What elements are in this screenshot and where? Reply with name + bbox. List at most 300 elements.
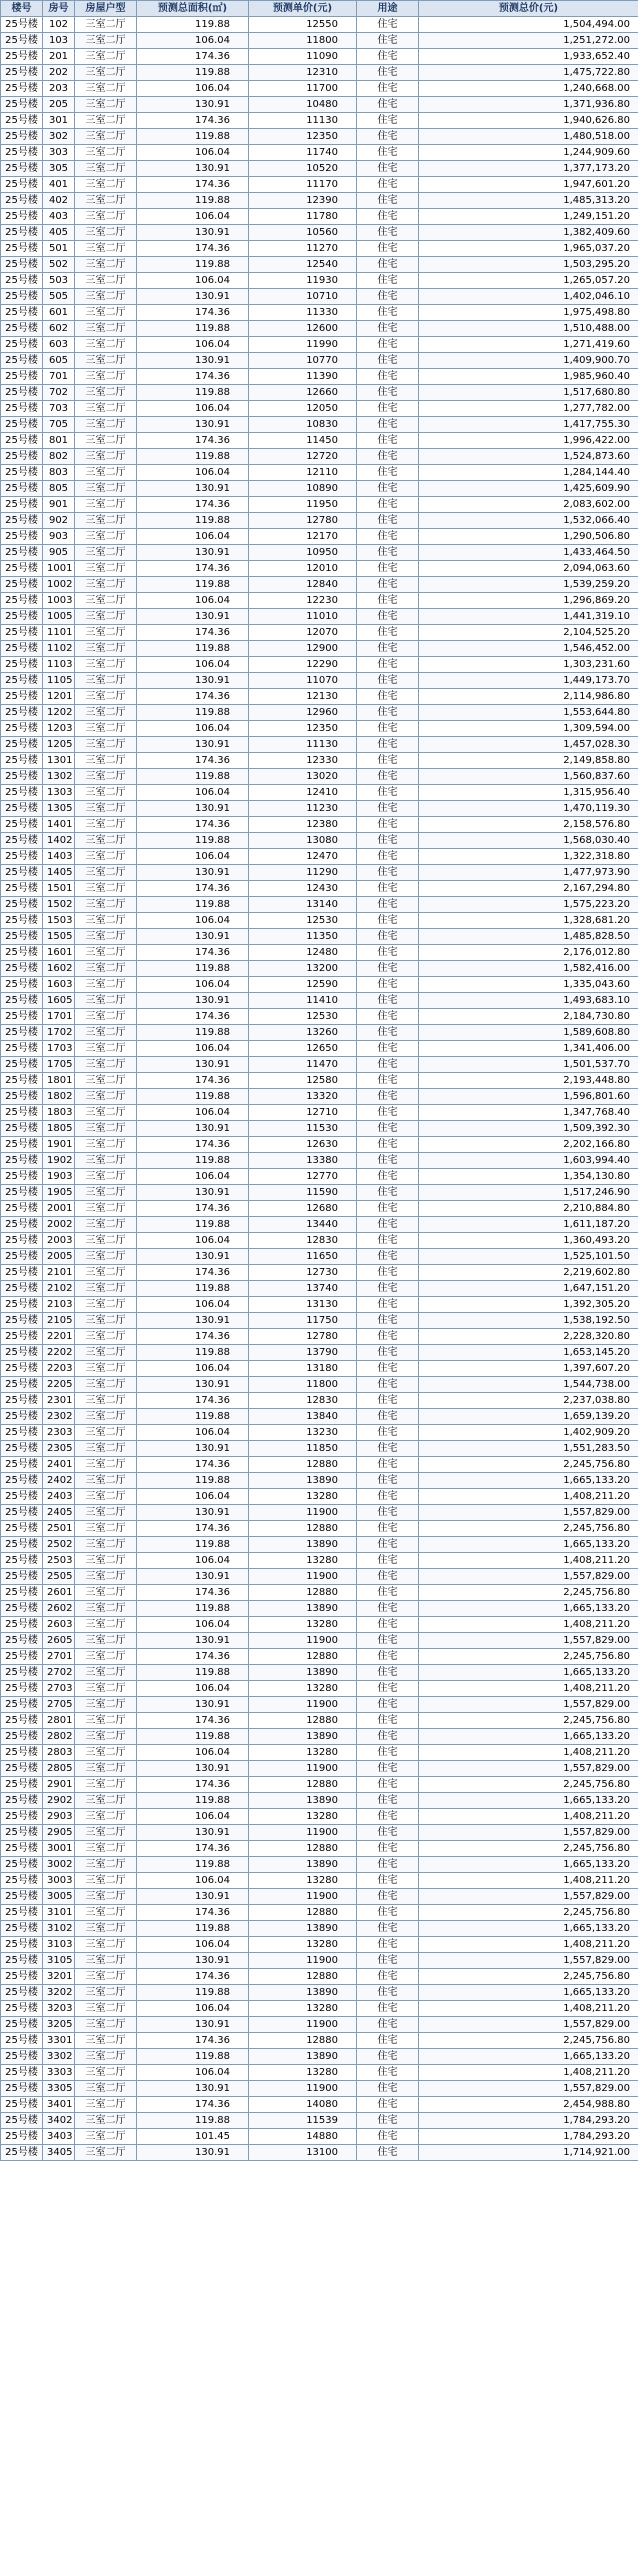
layout-cell: 三室二厅 (75, 305, 137, 321)
layout-cell: 三室二厅 (75, 1665, 137, 1681)
layout-cell: 三室二厅 (75, 593, 137, 609)
area-cell: 106.04 (137, 145, 249, 161)
building-cell: 25号楼 (1, 1489, 43, 1505)
room-number-cell: 1102 (43, 641, 75, 657)
total-price-cell: 1,341,406.00 (419, 1041, 638, 1057)
table-row (1, 2017, 638, 2033)
usage-cell: 住宅 (357, 1793, 419, 1809)
room-number-cell: 2802 (43, 1729, 75, 1745)
building-cell: 25号楼 (1, 1873, 43, 1889)
usage-cell: 住宅 (357, 705, 419, 721)
total-price-cell: 1,251,272.00 (419, 33, 638, 49)
unit-price-cell: 13230 (249, 1425, 357, 1441)
layout-cell: 三室二厅 (75, 1329, 137, 1345)
building-cell: 25号楼 (1, 1857, 43, 1873)
building-cell: 25号楼 (1, 1185, 43, 1201)
layout-cell: 三室二厅 (75, 1777, 137, 1793)
building-cell: 25号楼 (1, 145, 43, 161)
layout-cell: 三室二厅 (75, 1345, 137, 1361)
table-row (1, 1297, 638, 1313)
total-price-cell: 2,219,602.80 (419, 1265, 638, 1281)
room-number-cell: 1503 (43, 913, 75, 929)
unit-price-cell: 12880 (249, 1841, 357, 1857)
total-price-cell: 1,408,211.20 (419, 1553, 638, 1569)
total-price-cell: 1,475,722.80 (419, 65, 638, 81)
table-row (1, 529, 638, 545)
area-cell: 106.04 (137, 785, 249, 801)
area-cell: 130.91 (137, 673, 249, 689)
total-price-cell: 1,503,295.20 (419, 257, 638, 273)
area-cell: 106.04 (137, 1937, 249, 1953)
area-cell: 174.36 (137, 497, 249, 513)
usage-cell: 住宅 (357, 49, 419, 65)
area-cell: 174.36 (137, 1265, 249, 1281)
total-price-cell: 2,104,525.20 (419, 625, 638, 641)
room-number-cell: 1905 (43, 1185, 75, 1201)
total-price-cell: 2,245,756.80 (419, 1905, 638, 1921)
area-cell: 119.88 (137, 1665, 249, 1681)
room-number-cell: 2503 (43, 1553, 75, 1569)
table-row (1, 1313, 638, 1329)
building-cell: 25号楼 (1, 1201, 43, 1217)
layout-cell: 三室二厅 (75, 209, 137, 225)
unit-price-cell: 11590 (249, 1185, 357, 1201)
area-cell: 174.36 (137, 113, 249, 129)
total-price-cell: 1,328,681.20 (419, 913, 638, 929)
area-cell: 106.04 (137, 33, 249, 49)
area-cell: 119.88 (137, 1281, 249, 1297)
total-price-cell: 1,524,873.60 (419, 449, 638, 465)
unit-price-cell: 12540 (249, 257, 357, 273)
table-row (1, 785, 638, 801)
unit-price-cell: 12880 (249, 1969, 357, 1985)
unit-price-cell: 13890 (249, 1985, 357, 2001)
building-cell: 25号楼 (1, 689, 43, 705)
table-row (1, 1761, 638, 1777)
building-cell: 25号楼 (1, 1953, 43, 1969)
layout-cell: 三室二厅 (75, 1041, 137, 1057)
usage-cell: 住宅 (357, 1505, 419, 1521)
unit-price-cell: 12880 (249, 1585, 357, 1601)
unit-price-cell: 12710 (249, 1105, 357, 1121)
building-cell: 25号楼 (1, 1393, 43, 1409)
table-row (1, 1649, 638, 1665)
room-number-cell: 905 (43, 545, 75, 561)
area-cell: 130.91 (137, 2017, 249, 2033)
table-row (1, 2081, 638, 2097)
unit-price-cell: 13200 (249, 961, 357, 977)
total-price-cell: 2,149,858.80 (419, 753, 638, 769)
table-row (1, 1393, 638, 1409)
area-cell: 119.88 (137, 641, 249, 657)
area-cell: 119.88 (137, 193, 249, 209)
building-cell: 25号楼 (1, 1825, 43, 1841)
room-number-cell: 1701 (43, 1009, 75, 1025)
room-number-cell: 1401 (43, 817, 75, 833)
layout-cell: 三室二厅 (75, 737, 137, 753)
unit-price-cell: 13890 (249, 1729, 357, 1745)
layout-cell: 三室二厅 (75, 1457, 137, 1473)
area-cell: 130.91 (137, 289, 249, 305)
usage-cell: 住宅 (357, 289, 419, 305)
unit-price-cell: 12960 (249, 705, 357, 721)
layout-cell: 三室二厅 (75, 1921, 137, 1937)
building-cell: 25号楼 (1, 897, 43, 913)
total-price-cell: 1,659,139.20 (419, 1409, 638, 1425)
building-cell: 25号楼 (1, 33, 43, 49)
room-number-cell: 102 (43, 17, 75, 33)
usage-cell: 住宅 (357, 721, 419, 737)
total-price-cell: 1,382,409.60 (419, 225, 638, 241)
building-cell: 25号楼 (1, 321, 43, 337)
layout-cell: 三室二厅 (75, 1681, 137, 1697)
total-price-cell: 2,245,756.80 (419, 1713, 638, 1729)
total-price-cell: 1,525,101.50 (419, 1249, 638, 1265)
building-cell: 25号楼 (1, 545, 43, 561)
total-price-cell: 2,158,576.80 (419, 817, 638, 833)
total-price-cell: 1,509,392.30 (419, 1121, 638, 1137)
unit-price-cell: 12680 (249, 1201, 357, 1217)
room-number-cell: 3102 (43, 1921, 75, 1937)
room-number-cell: 601 (43, 305, 75, 321)
table-row (1, 657, 638, 673)
room-number-cell: 1903 (43, 1169, 75, 1185)
usage-cell: 住宅 (357, 1025, 419, 1041)
layout-cell: 三室二厅 (75, 1953, 137, 1969)
building-cell: 25号楼 (1, 1985, 43, 2001)
building-cell: 25号楼 (1, 2017, 43, 2033)
table-row (1, 193, 638, 209)
total-price-cell: 1,665,133.20 (419, 1793, 638, 1809)
total-price-cell: 1,557,829.00 (419, 1761, 638, 1777)
usage-cell: 住宅 (357, 2017, 419, 2033)
unit-price-cell: 11900 (249, 1505, 357, 1521)
area-cell: 130.91 (137, 801, 249, 817)
total-price-cell: 1,557,829.00 (419, 2081, 638, 2097)
total-price-cell: 1,784,293.20 (419, 2113, 638, 2129)
layout-cell: 三室二厅 (75, 1361, 137, 1377)
room-number-cell: 803 (43, 465, 75, 481)
building-cell: 25号楼 (1, 1569, 43, 1585)
table-row (1, 1169, 638, 1185)
room-number-cell: 1301 (43, 753, 75, 769)
area-cell: 106.04 (137, 657, 249, 673)
room-number-cell: 2505 (43, 1569, 75, 1585)
table-row (1, 1281, 638, 1297)
total-price-cell: 1,480,518.00 (419, 129, 638, 145)
layout-cell: 三室二厅 (75, 833, 137, 849)
usage-cell: 住宅 (357, 785, 419, 801)
total-price-cell: 1,470,119.30 (419, 801, 638, 817)
room-number-cell: 1601 (43, 945, 75, 961)
usage-cell: 住宅 (357, 1905, 419, 1921)
unit-price-cell: 12010 (249, 561, 357, 577)
usage-cell: 住宅 (357, 1665, 419, 1681)
room-number-cell: 3205 (43, 2017, 75, 2033)
area-cell: 101.45 (137, 2129, 249, 2145)
area-cell: 130.91 (137, 481, 249, 497)
layout-cell: 三室二厅 (75, 785, 137, 801)
unit-price-cell: 11090 (249, 49, 357, 65)
unit-price-cell: 11900 (249, 1761, 357, 1777)
header-row (1, 1, 638, 17)
table-row (1, 305, 638, 321)
total-price-cell: 1,575,223.20 (419, 897, 638, 913)
unit-price-cell: 11900 (249, 1569, 357, 1585)
usage-cell: 住宅 (357, 1745, 419, 1761)
building-cell: 25号楼 (1, 1809, 43, 1825)
table-row (1, 1377, 638, 1393)
table-row (1, 865, 638, 881)
total-price-cell: 1,392,305.20 (419, 1297, 638, 1313)
usage-cell: 住宅 (357, 97, 419, 113)
area-cell: 106.04 (137, 1553, 249, 1569)
table-row (1, 1233, 638, 1249)
usage-cell: 住宅 (357, 1425, 419, 1441)
usage-cell: 住宅 (357, 337, 419, 353)
header-unit-price: 预测单价(元) (249, 1, 357, 17)
unit-price-cell: 11930 (249, 273, 357, 289)
usage-cell: 住宅 (357, 81, 419, 97)
room-number-cell: 303 (43, 145, 75, 161)
building-cell: 25号楼 (1, 1665, 43, 1681)
total-price-cell: 1,284,144.40 (419, 465, 638, 481)
building-cell: 25号楼 (1, 49, 43, 65)
layout-cell: 三室二厅 (75, 977, 137, 993)
total-price-cell: 2,245,756.80 (419, 1969, 638, 1985)
room-number-cell: 401 (43, 177, 75, 193)
layout-cell: 三室二厅 (75, 801, 137, 817)
usage-cell: 住宅 (357, 625, 419, 641)
layout-cell: 三室二厅 (75, 1793, 137, 1809)
usage-cell: 住宅 (357, 961, 419, 977)
area-cell: 119.88 (137, 513, 249, 529)
usage-cell: 住宅 (357, 305, 419, 321)
total-price-cell: 1,551,283.50 (419, 1441, 638, 1457)
table-row (1, 401, 638, 417)
usage-cell: 住宅 (357, 753, 419, 769)
layout-cell: 三室二厅 (75, 1521, 137, 1537)
area-cell: 106.04 (137, 401, 249, 417)
usage-cell: 住宅 (357, 865, 419, 881)
table-row (1, 1105, 638, 1121)
total-price-cell: 1,510,488.00 (419, 321, 638, 337)
table-row (1, 1697, 638, 1713)
area-cell: 174.36 (137, 177, 249, 193)
table-row (1, 513, 638, 529)
building-cell: 25号楼 (1, 993, 43, 1009)
unit-price-cell: 12880 (249, 2033, 357, 2049)
table-header (1, 1, 638, 17)
total-price-cell: 1,277,782.00 (419, 401, 638, 417)
table-row (1, 737, 638, 753)
room-number-cell: 1801 (43, 1073, 75, 1089)
building-cell: 25号楼 (1, 1169, 43, 1185)
unit-price-cell: 13280 (249, 1553, 357, 1569)
room-number-cell: 405 (43, 225, 75, 241)
usage-cell: 住宅 (357, 193, 419, 209)
unit-price-cell: 12650 (249, 1041, 357, 1057)
area-cell: 119.88 (137, 385, 249, 401)
area-cell: 106.04 (137, 209, 249, 225)
usage-cell: 住宅 (357, 1809, 419, 1825)
total-price-cell: 1,665,133.20 (419, 1473, 638, 1489)
building-cell: 25号楼 (1, 1265, 43, 1281)
unit-price-cell: 12330 (249, 753, 357, 769)
usage-cell: 住宅 (357, 1313, 419, 1329)
unit-price-cell: 13890 (249, 1537, 357, 1553)
building-cell: 25号楼 (1, 2081, 43, 2097)
unit-price-cell: 11070 (249, 673, 357, 689)
building-cell: 25号楼 (1, 737, 43, 753)
building-cell: 25号楼 (1, 2033, 43, 2049)
total-price-cell: 1,425,609.90 (419, 481, 638, 497)
building-cell: 25号楼 (1, 2001, 43, 2017)
layout-cell: 三室二厅 (75, 2145, 137, 2161)
layout-cell: 三室二厅 (75, 145, 137, 161)
table-row (1, 593, 638, 609)
total-price-cell: 1,402,046.10 (419, 289, 638, 305)
area-cell: 174.36 (137, 625, 249, 641)
usage-cell: 住宅 (357, 2113, 419, 2129)
unit-price-cell: 12630 (249, 1137, 357, 1153)
layout-cell: 三室二厅 (75, 1281, 137, 1297)
table-row (1, 1809, 638, 1825)
total-price-cell: 1,665,133.20 (419, 2049, 638, 2065)
table-row (1, 801, 638, 817)
header-usage: 用途 (357, 1, 419, 17)
table-row (1, 145, 638, 161)
usage-cell: 住宅 (357, 1985, 419, 2001)
table-row (1, 481, 638, 497)
usage-cell: 住宅 (357, 1377, 419, 1393)
area-cell: 130.91 (137, 1377, 249, 1393)
table-row (1, 721, 638, 737)
unit-price-cell: 12070 (249, 625, 357, 641)
layout-cell: 三室二厅 (75, 321, 137, 337)
layout-cell: 三室二厅 (75, 1377, 137, 1393)
area-cell: 130.91 (137, 1633, 249, 1649)
unit-price-cell: 12880 (249, 1777, 357, 1793)
table-row (1, 1137, 638, 1153)
layout-cell: 三室二厅 (75, 129, 137, 145)
total-price-cell: 2,228,320.80 (419, 1329, 638, 1345)
area-cell: 106.04 (137, 1745, 249, 1761)
table-row (1, 673, 638, 689)
layout-cell: 三室二厅 (75, 1313, 137, 1329)
room-number-cell: 2501 (43, 1521, 75, 1537)
layout-cell: 三室二厅 (75, 705, 137, 721)
total-price-cell: 1,714,921.00 (419, 2145, 638, 2161)
area-cell: 106.04 (137, 1873, 249, 1889)
area-cell: 174.36 (137, 1521, 249, 1537)
area-cell: 106.04 (137, 977, 249, 993)
usage-cell: 住宅 (357, 2033, 419, 2049)
total-price-cell: 2,202,166.80 (419, 1137, 638, 1153)
usage-cell: 住宅 (357, 1921, 419, 1937)
usage-cell: 住宅 (357, 481, 419, 497)
building-cell: 25号楼 (1, 1681, 43, 1697)
building-cell: 25号楼 (1, 1041, 43, 1057)
unit-price-cell: 11900 (249, 1697, 357, 1713)
area-cell: 130.91 (137, 1569, 249, 1585)
layout-cell: 三室二厅 (75, 881, 137, 897)
room-number-cell: 2003 (43, 1233, 75, 1249)
layout-cell: 三室二厅 (75, 289, 137, 305)
table-row (1, 1361, 638, 1377)
room-number-cell: 801 (43, 433, 75, 449)
table-row (1, 1537, 638, 1553)
layout-cell: 三室二厅 (75, 1105, 137, 1121)
total-price-cell: 1,408,211.20 (419, 2001, 638, 2017)
total-price-cell: 1,322,318.80 (419, 849, 638, 865)
building-cell: 25号楼 (1, 1841, 43, 1857)
area-cell: 119.88 (137, 2113, 249, 2129)
area-cell: 106.04 (137, 849, 249, 865)
unit-price-cell: 12430 (249, 881, 357, 897)
room-number-cell: 1505 (43, 929, 75, 945)
building-cell: 25号楼 (1, 1425, 43, 1441)
building-cell: 25号楼 (1, 1329, 43, 1345)
area-cell: 119.88 (137, 1793, 249, 1809)
unit-price-cell: 12390 (249, 193, 357, 209)
area-cell: 174.36 (137, 433, 249, 449)
room-number-cell: 201 (43, 49, 75, 65)
layout-cell: 三室二厅 (75, 417, 137, 433)
unit-price-cell: 11539 (249, 2113, 357, 2129)
building-cell: 25号楼 (1, 1025, 43, 1041)
total-price-cell: 1,647,151.20 (419, 1281, 638, 1297)
usage-cell: 住宅 (357, 385, 419, 401)
layout-cell: 三室二厅 (75, 2065, 137, 2081)
room-number-cell: 1201 (43, 689, 75, 705)
total-price-cell: 1,485,313.20 (419, 193, 638, 209)
table-row (1, 2145, 638, 2161)
table-row (1, 2033, 638, 2049)
total-price-cell: 1,309,594.00 (419, 721, 638, 737)
total-price-cell: 2,210,884.80 (419, 1201, 638, 1217)
table-row (1, 161, 638, 177)
room-number-cell: 1605 (43, 993, 75, 1009)
table-row (1, 1745, 638, 1761)
unit-price-cell: 13890 (249, 1601, 357, 1617)
unit-price-cell: 13280 (249, 1745, 357, 1761)
area-cell: 106.04 (137, 721, 249, 737)
usage-cell: 住宅 (357, 225, 419, 241)
unit-price-cell: 12480 (249, 945, 357, 961)
unit-price-cell: 12880 (249, 1521, 357, 1537)
area-cell: 130.91 (137, 1441, 249, 1457)
room-number-cell: 1803 (43, 1105, 75, 1121)
table-row (1, 1457, 638, 1473)
room-number-cell: 302 (43, 129, 75, 145)
building-cell: 25号楼 (1, 1793, 43, 1809)
table-row (1, 417, 638, 433)
total-price-cell: 1,485,828.50 (419, 929, 638, 945)
usage-cell: 住宅 (357, 1953, 419, 1969)
area-cell: 174.36 (137, 1585, 249, 1601)
table-row (1, 1825, 638, 1841)
layout-cell: 三室二厅 (75, 1841, 137, 1857)
building-cell: 25号楼 (1, 1105, 43, 1121)
building-cell: 25号楼 (1, 273, 43, 289)
unit-price-cell: 13260 (249, 1025, 357, 1041)
building-cell: 25号楼 (1, 1921, 43, 1937)
layout-cell: 三室二厅 (75, 1009, 137, 1025)
layout-cell: 三室二厅 (75, 1185, 137, 1201)
table-row (1, 1633, 638, 1649)
table-row (1, 209, 638, 225)
